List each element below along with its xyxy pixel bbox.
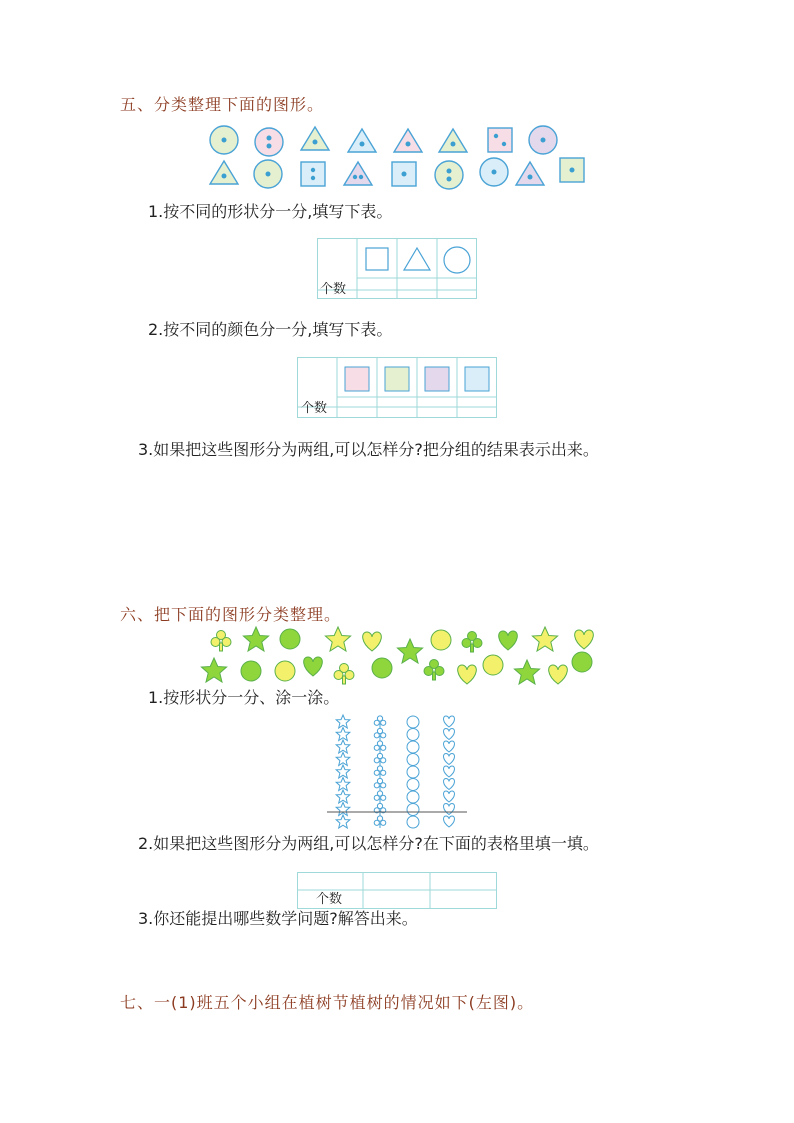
triangle-outline-icon [404, 248, 430, 270]
shape-square-blue-2 [392, 162, 416, 186]
star-icon [532, 627, 557, 651]
circle-outline-icon [444, 247, 470, 273]
shape-circle-green-4 [435, 161, 463, 189]
circle-outline-icon[interactable] [407, 754, 419, 766]
heart-outline-icon[interactable] [444, 791, 455, 802]
star-outline-icon[interactable] [336, 815, 350, 828]
circle-icon [431, 630, 451, 650]
shape-triangle-blue-1 [348, 129, 376, 152]
club-outline-icon[interactable] [374, 791, 386, 803]
heart-icon [304, 657, 323, 676]
shape-triangle-pink-1 [394, 129, 422, 152]
color-table-label: 个数 [301, 401, 328, 416]
circle-outline-icon[interactable] [407, 729, 419, 741]
heart-outline-icon[interactable] [444, 729, 455, 740]
section-5-q2: 2.按不同的颜色分一分,填写下表。 [148, 320, 393, 339]
star-outline-icon[interactable] [336, 740, 350, 753]
club-outline-icon[interactable] [374, 778, 386, 790]
club-icon [211, 631, 231, 652]
circle-icon [241, 661, 261, 681]
star-icon [514, 660, 539, 684]
star-outline-icon[interactable] [336, 803, 350, 816]
heart-outline-icon[interactable] [444, 741, 455, 752]
star-icon [325, 627, 350, 651]
blue-square-icon [465, 367, 489, 391]
square-outline-icon [366, 248, 388, 270]
heart-icon [549, 665, 568, 684]
heart-outline-icon[interactable] [444, 754, 455, 765]
star-icon [397, 639, 422, 663]
section-6-q3: 3.你还能提出哪些数学问题?解答出来。 [138, 909, 418, 928]
shape-square-green-1 [560, 158, 584, 182]
circle-outline-icon[interactable] [407, 716, 419, 728]
heart-outline-icon[interactable] [444, 804, 455, 815]
shape-table-label: 个数 [320, 282, 347, 297]
club-outline-icon[interactable] [374, 803, 386, 815]
heart-icon [363, 632, 382, 651]
club-icon [424, 660, 444, 681]
heart-icon [499, 631, 518, 650]
circle-outline-icon[interactable] [407, 741, 419, 753]
heart-outline-icon[interactable] [444, 766, 455, 777]
star-outline-icon[interactable] [336, 715, 350, 728]
shape-circle-green-3 [254, 160, 282, 188]
heart-icon [458, 665, 477, 684]
shape-triangle-purple-2 [516, 162, 544, 185]
circle-outline-icon[interactable] [407, 766, 419, 778]
star-icon [201, 658, 226, 682]
circle-icon [572, 652, 592, 672]
star-outline-icon[interactable] [336, 778, 350, 791]
circle-outline-icon[interactable] [407, 804, 419, 816]
section-5-q1: 1.按不同的形状分一分,填写下表。 [148, 202, 393, 221]
circle-icon [372, 658, 392, 678]
star-outline-icon[interactable] [336, 728, 350, 741]
shape-triangle-green-1 [301, 127, 329, 150]
star-outline-icon[interactable] [336, 790, 350, 803]
shape-triangle-green-3 [210, 161, 238, 184]
circle-icon [280, 629, 300, 649]
shape-square-blue-1 [301, 162, 325, 186]
shape-square-pink-1 [488, 128, 512, 152]
section-7-title: 七、一(1)班五个小组在植树节植树的情况如下(左图)。 [120, 993, 535, 1012]
circle-outline-icon[interactable] [407, 779, 419, 791]
pink-square-icon [345, 367, 369, 391]
heart-outline-icon[interactable] [444, 779, 455, 790]
circle-outline-icon[interactable] [407, 816, 419, 828]
shape-triangle-green-2 [439, 129, 467, 152]
shape-triangle-purple-1 [344, 162, 372, 185]
circle-outline-icon[interactable] [407, 791, 419, 803]
section-6-q1: 1.按形状分一分、涂一涂。 [148, 688, 340, 707]
section-6-shapes [0, 625, 794, 695]
club-outline-icon[interactable] [374, 716, 386, 728]
green-square-icon [385, 367, 409, 391]
shape-circle-blue-1 [480, 158, 508, 186]
club-outline-icon[interactable] [374, 816, 386, 828]
club-outline-icon[interactable] [374, 728, 386, 740]
group-table-label: 个数 [316, 892, 343, 907]
section-5-shapes [0, 120, 794, 220]
section-5-q3: 3.如果把这些图形分为两组,可以怎样分?把分组的结果表示出来。 [138, 440, 599, 459]
shape-circle-green-1 [210, 126, 238, 154]
shape-pictograph[interactable] [325, 712, 485, 832]
heart-icon [575, 630, 594, 649]
section-6-title: 六、把下面的图形分类整理。 [120, 605, 342, 624]
star-icon [243, 627, 268, 651]
section-6-q2: 2.如果把这些图形分为两组,可以怎样分?在下面的表格里填一填。 [138, 834, 599, 853]
shape-circle-purple-1 [529, 126, 557, 154]
circle-icon [275, 661, 295, 681]
club-outline-icon[interactable] [374, 753, 386, 765]
club-outline-icon[interactable] [374, 766, 386, 778]
heart-outline-icon[interactable] [444, 716, 455, 727]
star-outline-icon[interactable] [336, 765, 350, 778]
star-outline-icon[interactable] [336, 753, 350, 766]
club-icon [334, 664, 354, 685]
heart-outline-icon[interactable] [444, 816, 455, 827]
purple-square-icon [425, 367, 449, 391]
shape-circle-pink-2 [255, 128, 283, 156]
section-5-title: 五、分类整理下面的图形。 [120, 95, 325, 114]
circle-icon [483, 655, 503, 675]
club-outline-icon[interactable] [374, 741, 386, 753]
club-icon [462, 632, 482, 653]
